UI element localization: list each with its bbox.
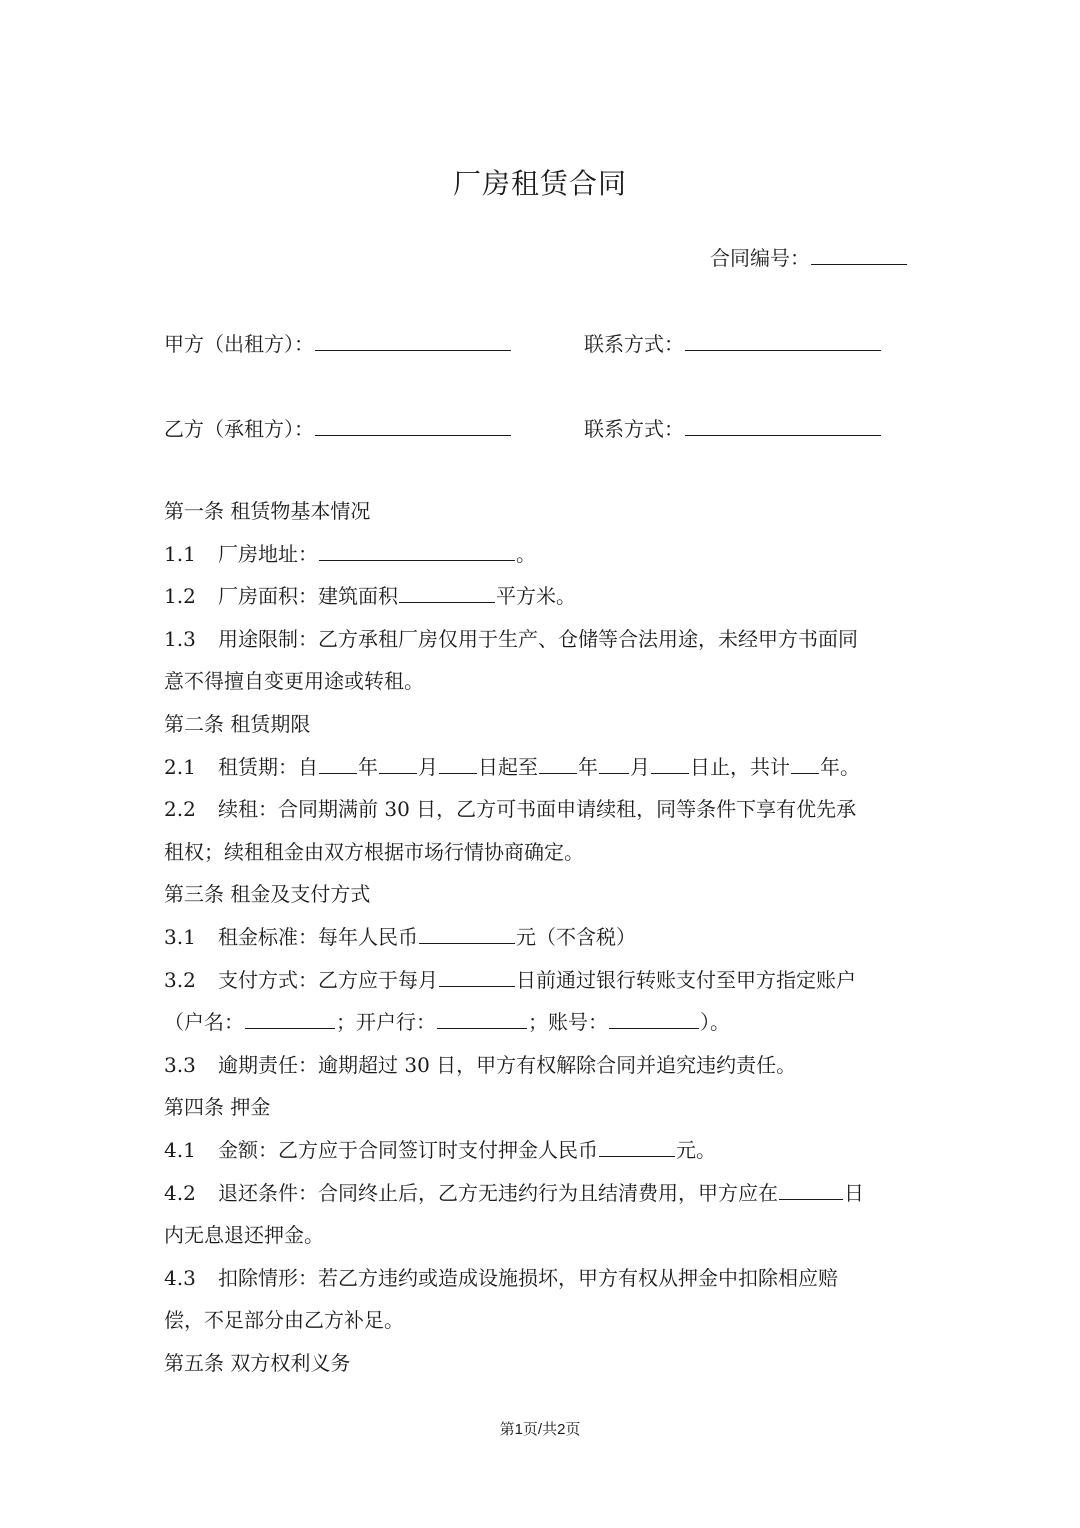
clause-text: 扣除情形：若乙方违约或造成设施损坏，甲方有权从押金中扣除相应赔 <box>218 1265 838 1290</box>
clause-text: 日止，共计 <box>690 754 790 779</box>
article-5-heading: 第五条 双方权利义务 <box>164 1350 351 1375</box>
clause-number: 1.2 <box>164 584 196 609</box>
account-name-blank <box>245 1006 335 1029</box>
clause-text: 用途限制：乙方承租厂房仅用于生产、仓储等合法用途，未经甲方书面同 <box>218 626 858 651</box>
party-b-row <box>164 413 684 442</box>
clause-text: 厂房地址： <box>218 541 318 566</box>
day-blank <box>439 751 477 774</box>
party-b-contact-label: 联系方式： <box>584 417 684 441</box>
clause-3-1 <box>164 916 924 959</box>
month-blank <box>379 751 417 774</box>
refund-days-blank <box>779 1177 843 1200</box>
party-b-contact <box>584 413 882 442</box>
year-blank <box>319 751 357 774</box>
deposit-blank <box>599 1134 675 1157</box>
bank-blank <box>437 1006 527 1029</box>
clause-4-1 <box>164 1129 924 1172</box>
clause-text: 元。 <box>676 1137 716 1162</box>
clause-text: 年 <box>358 754 378 779</box>
clause-4-3 <box>164 1257 924 1300</box>
party-a-row <box>164 328 684 357</box>
clause-1-3 <box>164 618 924 661</box>
party-a-contact-label: 联系方式： <box>584 332 684 356</box>
year-blank <box>539 751 577 774</box>
party-a-blank <box>315 328 511 351</box>
party-b-label: 乙方（承租方）： <box>164 417 314 441</box>
article-4-heading: 第四条 押金 <box>164 1095 271 1120</box>
clause-number: 1.1 <box>164 541 196 566</box>
clause-2-2-cont: 租权；续租租金由双方根据市场行情协商确定。 <box>164 839 584 864</box>
clause-number: 2.2 <box>164 797 196 822</box>
article-3-heading: 第三条 租金及支付方式 <box>164 882 371 907</box>
clause-number: 3.1 <box>164 924 196 949</box>
account-number-blank <box>609 1006 699 1029</box>
contract-body <box>164 490 924 1384</box>
clause-text: 厂房面积：建筑面积 <box>218 584 398 609</box>
clause-4-2-cont: 内无息退还押金。 <box>164 1223 324 1248</box>
clause-text: 支付方式：乙方应于每月 <box>218 967 438 992</box>
contract-number-label: 合同编号： <box>710 246 810 270</box>
clause-text: 月 <box>630 754 650 779</box>
clause-text: ）。 <box>700 1010 730 1035</box>
clause-text: ；开户行： <box>336 1010 436 1035</box>
clause-text: ；账号： <box>528 1010 608 1035</box>
rent-blank <box>419 921 515 944</box>
clause-number: 2.1 <box>164 754 196 779</box>
party-b-contact-blank <box>685 413 881 436</box>
clause-4-2 <box>164 1172 924 1215</box>
article-1-heading: 第一条 租赁物基本情况 <box>164 499 371 523</box>
clause-3-2-cont <box>164 1001 924 1044</box>
clause-text: 。 <box>516 541 536 566</box>
clause-text: 租金标准：每年人民币 <box>218 924 418 949</box>
party-a-contact-blank <box>685 328 881 351</box>
clause-text: 日起至 <box>478 754 538 779</box>
clause-text: （户名： <box>164 1010 244 1035</box>
document-title: 厂房租赁合同 <box>452 167 627 200</box>
clause-number: 4.1 <box>164 1137 196 1162</box>
clause-3-3 <box>164 1044 924 1087</box>
clause-text: 年 <box>578 754 598 779</box>
contract-number-blank <box>811 242 907 265</box>
clause-number: 4.3 <box>164 1265 196 1290</box>
party-a-label: 甲方（出租方）： <box>164 332 314 356</box>
clause-1-3-cont: 意不得擅自变更用途或转租。 <box>164 669 424 694</box>
clause-text: 逾期责任：逾期超过 30 日，甲方有权解除合同并追究违约责任。 <box>218 1052 797 1077</box>
clause-text: 金额：乙方应于合同签订时支付押金人民币 <box>218 1137 598 1162</box>
clause-text: 日 <box>844 1180 864 1205</box>
clause-1-1 <box>164 533 924 576</box>
clause-text: 月 <box>418 754 438 779</box>
clause-text: 日前通过银行转账支付至甲方指定账户 <box>516 967 856 992</box>
page-footer: 第1页/共2页 <box>499 1421 581 1438</box>
clause-text: 退还条件：合同终止后，乙方无违约行为且结清费用，甲方应在 <box>218 1180 778 1205</box>
clause-text: 续租：合同期满前 30 日，乙方可书面申请续租，同等条件下享有优先承 <box>218 797 857 822</box>
contract-number <box>710 242 908 271</box>
clause-text: 租赁期：自 <box>218 754 318 779</box>
clause-4-3-cont: 偿，不足部分由乙方补足。 <box>164 1308 404 1333</box>
clause-3-2 <box>164 959 924 1002</box>
pay-day-blank <box>439 964 515 987</box>
party-a-contact <box>584 328 882 357</box>
clause-number: 4.2 <box>164 1180 196 1205</box>
clause-number: 3.3 <box>164 1052 196 1077</box>
total-years-blank <box>791 751 819 774</box>
clause-text: 年。 <box>820 754 860 779</box>
area-blank <box>399 580 495 603</box>
party-b-blank <box>315 413 511 436</box>
clause-number: 3.2 <box>164 967 196 992</box>
clause-2-2 <box>164 788 924 831</box>
clause-text: 平方米。 <box>496 584 576 609</box>
clause-number: 1.3 <box>164 626 196 651</box>
clause-2-1 <box>164 746 924 789</box>
article-2-heading: 第二条 租赁期限 <box>164 711 311 736</box>
month-blank <box>599 751 629 774</box>
clause-text: 元（不含税） <box>516 924 636 949</box>
day-blank <box>651 751 689 774</box>
address-blank <box>319 538 515 561</box>
clause-1-2 <box>164 575 924 618</box>
